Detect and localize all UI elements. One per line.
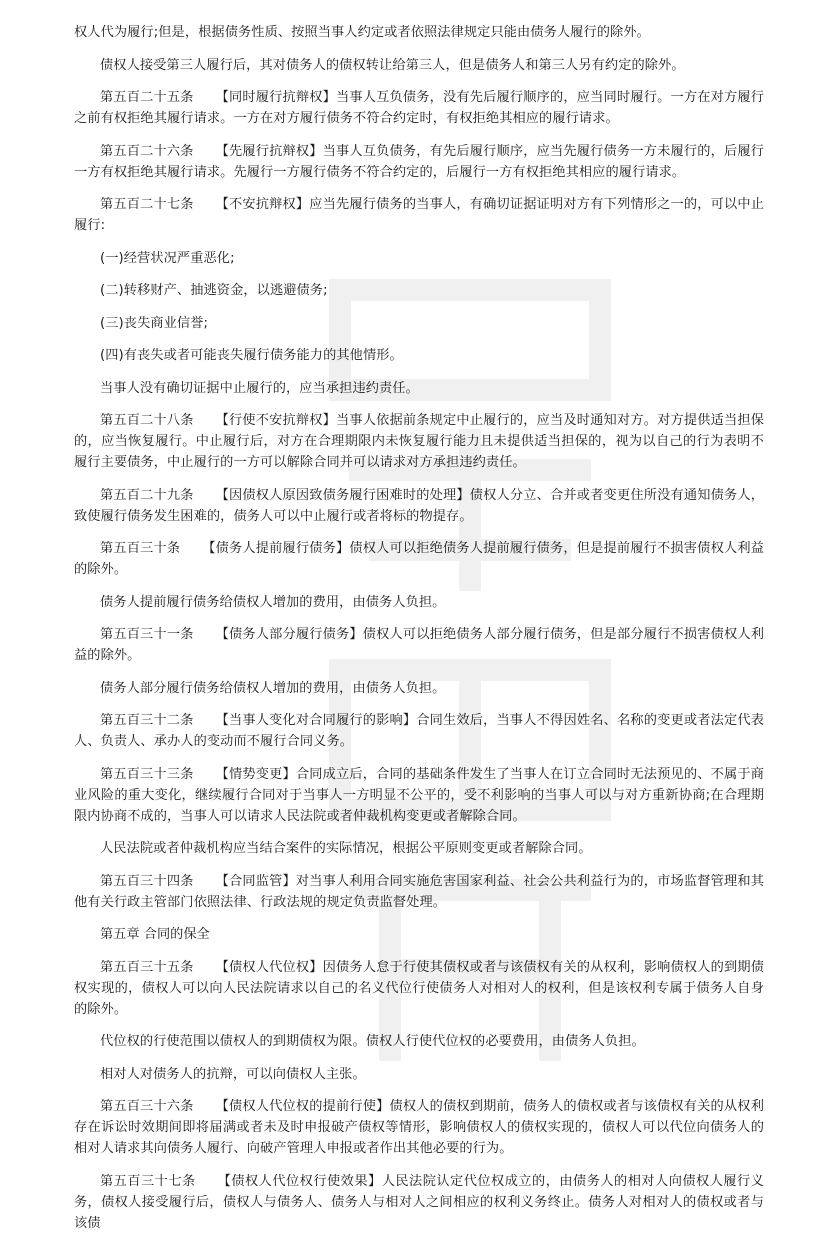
article-paragraph (74, 538, 764, 580)
article-paragraph (74, 141, 764, 183)
article-text: 因债务人怠于行使其债权或者与该债权有关的从权利，影响债权人的到期债权实现的，债权人可以向人民法院请求以自己的名义代位行使债务人对相对人的权利，但是该权利专属于债务人自身的除外。 (74, 959, 764, 1017)
paragraph: 人民法院或者仲裁机构应当结合案件的实际情况，根据公平原则变更或者解除合同。 (100, 841, 592, 856)
article-number: 第五百三十一条 (100, 627, 194, 642)
paragraph: (一)经营状况严重恶化; (100, 250, 235, 266)
paragraph: (三)丧失商业信誉; (100, 315, 209, 331)
article-paragraph (74, 957, 764, 1020)
article-paragraph (74, 485, 764, 527)
paragraph: 债务人提前履行债务给债权人增加的费用，由债务人负担。 (100, 594, 446, 610)
article-title: 【债务人部分履行债务】 (215, 627, 363, 642)
article-paragraph (74, 87, 764, 129)
article-number: 第五百二十七条 (100, 197, 194, 212)
article-title: 【债权人代位权行使效果】 (217, 1173, 382, 1189)
document-body (74, 22, 764, 1245)
article-paragraph (74, 1096, 764, 1159)
article-paragraph (74, 1171, 764, 1234)
article-number: 第五百二十五条 (100, 90, 194, 105)
paragraph: (二)转移财产、抽逃资金，以逃避债务; (100, 283, 328, 298)
paragraph: 代位权的行使范围以债权人的到期债权为限。债权人行使代位权的必要费用，由债务人负担。 (100, 1034, 645, 1049)
paragraph: 当事人没有确切证据中止履行的，应当承担违约责任。 (100, 380, 419, 396)
article-number: 第五百三十四条 (100, 873, 194, 889)
paragraph: 相对人对债务人的抗辩，可以向债权人主张。 (100, 1066, 366, 1082)
article-paragraph (74, 871, 764, 913)
article-title: 【当事人变化对合同履行的影响】 (215, 713, 417, 728)
article-number: 第五百二十九条 (100, 487, 194, 503)
article-title: 【合同监管】 (215, 873, 296, 889)
article-number: 第五百三十三条 (100, 766, 194, 782)
article-text: 应当先履行债务的当事人，有确切证据证明对方有下列情形之一的，可以中止履行: (74, 197, 764, 233)
article-title: 【债权人代位权】 (215, 959, 323, 975)
article-text: 当事人依据前条规定中止履行的，应当及时通知对方。对方提供适当担保的，应当恢复履行。中止履行后，对方在合理期限内未恢复履行能力且未提供适当担保的，视为以自己的行为表明不履行主要债务，中止履行的一方可以解除合同并可以请求对方承担违约责任。 (74, 413, 764, 470)
article-text: 当事人互负债务，没有先后履行顺序的，应当同时履行。一方在对方履行之前有权拒绝其履行请求。一方在对方履行债务不符合约定时，有权拒绝其相应的履行请求。 (74, 90, 764, 126)
article-text: 债权人可以拒绝债务人部分履行债务，但是部分履行不损害债权人利益的除外。 (74, 627, 765, 663)
paragraph: 债权人接受第三人履行后，其对债务人的债权转让给第三人，但是债务人和第三人另有约定的除外。 (100, 57, 685, 73)
article-title: 【不安抗辩权】 (215, 197, 310, 212)
article-number: 第五百三十条 (100, 541, 181, 556)
article-paragraph (74, 710, 764, 752)
article-number: 第五百二十八条 (100, 413, 194, 428)
paragraph: 债务人部分履行债务给债权人增加的费用，由债务人负担。 (100, 680, 446, 696)
article-text: 债权人的债权到期前，债务人的债权或者与该债权有关的从权利存在诉讼时效期间即将届满或者未及时申报破产债权等情形，影响债权人的债权实现的，债权人可以代位向债务人的相对人请求其向债务人履行、向破产管理人申报或者作出其他必要的行为。 (74, 1099, 764, 1156)
article-text: 人民法院认定代位权成立的，由债务人的相对人向债权人履行义务，债权人接受履行后，债权人与债务人、债务人与相对人之间相应的权利义务终止。债务人对相对人的债权或者与该债 (74, 1173, 764, 1231)
article-number: 第五百二十六条 (100, 143, 194, 159)
article-paragraph (74, 410, 764, 473)
article-paragraph (74, 764, 764, 827)
chapter-heading: 第五章 合同的保全 (100, 927, 210, 942)
paragraph: (四)有丧失或者可能丧失履行债务能力的其他情形。 (100, 348, 403, 363)
article-text: 债权人可以拒绝债务人提前履行债务，但是提前履行不损害债权人利益的除外。 (74, 541, 764, 577)
article-title: 【债权人代位权的提前行使】 (215, 1099, 390, 1114)
article-text: 当事人互负债务，有先后履行顺序，应当先履行债务一方未履行的，后履行一方有权拒绝其履行请求。先履行一方履行债务不符合约定的，后履行一方有权拒绝其相应的履行请求。 (74, 143, 764, 180)
article-number: 第五百三十二条 (100, 713, 194, 728)
article-text: 合同生效后，当事人不得因姓名、名称的变更或者法定代表人、负责人、承办人的变动而不履行合同义务。 (74, 713, 764, 749)
article-text: 对当事人利用合同实施危害国家利益、社会公共利益行为的，市场监督管理和其他有关行政主管部门依照法律、行政法规的规定负责监督处理。 (74, 873, 764, 910)
article-paragraph (74, 194, 764, 236)
continued-paragraph: 权人代为履行;但是，根据债务性质、按照当事人约定或者依照法律规定只能由债务人履行的除外。 (74, 25, 650, 40)
article-text: 债权人分立、合并或者变更住所没有通知债务人，致使履行债务发生困难的，债务人可以中止履行或者将标的物提存。 (74, 487, 764, 524)
article-title: 【因债权人原因致债务履行困难时的处理】 (215, 487, 470, 503)
article-paragraph (74, 624, 764, 666)
article-title: 【行使不安抗辩权】 (215, 413, 337, 428)
article-number: 第五百三十七条 (100, 1173, 196, 1189)
article-number: 第五百三十五条 (100, 959, 194, 975)
article-number: 第五百三十六条 (100, 1099, 194, 1114)
article-title: 【情势变更】 (215, 766, 296, 782)
article-title: 【先履行抗辩权】 (215, 143, 323, 159)
article-title: 【同时履行抗辩权】 (215, 90, 337, 105)
article-text: 合同成立后，合同的基础条件发生了当事人在订立合同时无法预见的、不属于商业风险的重大变化，继续履行合同对于当事人一方明显不公平的，受不利影响的当事人可以与对方重新协商;在合理期限内协商不成的，当事人可以请求人民法院或者仲裁机构变更或者解除合同。 (74, 766, 764, 824)
article-title: 【债务人提前履行债务】 (202, 541, 350, 556)
